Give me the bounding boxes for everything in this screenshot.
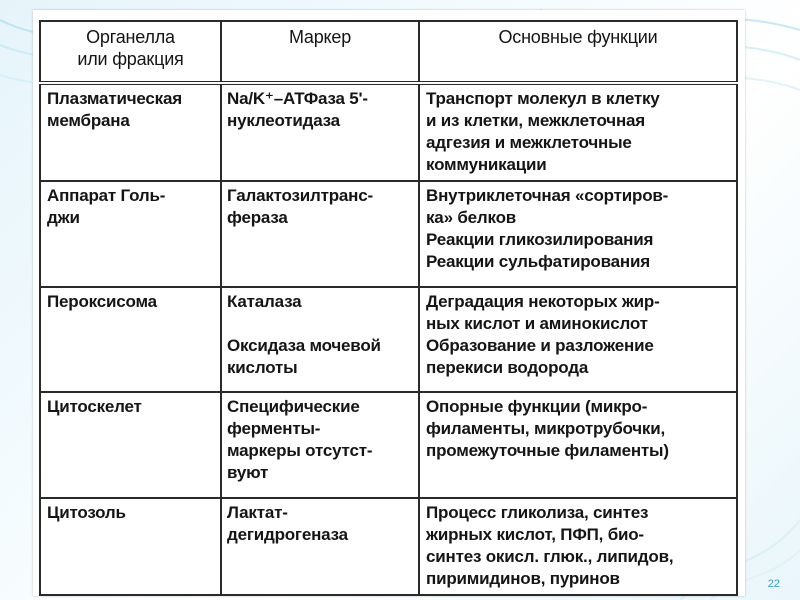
header-functions: Основные функции	[419, 21, 737, 83]
table-row	[40, 181, 737, 286]
cell-functions: Опорные функции (микро- филаменты, микротрубочки, промежуточные филаменты)	[419, 392, 737, 497]
marker-text: Специфические ферменты- маркеры отсутст- вуют	[227, 397, 373, 483]
marker-text: Лактат- дегидрогеназа	[227, 502, 348, 544]
cell-organelle: Цитоскелет	[40, 392, 221, 497]
marker-text: Галактозилтранс- фераза	[227, 186, 373, 228]
cell-marker	[221, 287, 419, 392]
marker-text: Na/K⁺–АТФаза 5'- нуклеотидаза	[227, 89, 368, 130]
header-marker: Маркер	[221, 21, 419, 83]
slide-content	[33, 10, 745, 596]
table-row	[40, 83, 737, 181]
cell-organelle: Пероксисома	[40, 287, 221, 392]
marker-text-secondary: Оксидаза мочевой кислоты	[227, 335, 381, 377]
cell-organelle: Плазматическая мембрана	[40, 83, 221, 181]
table-header-row	[40, 21, 737, 83]
cell-organelle: Цитозоль	[40, 498, 221, 595]
cell-functions: Внутриклеточная «сортиров- ка» белков Реакции гликозилирования Реакции сульфатирования	[419, 181, 737, 286]
cell-marker	[221, 83, 419, 181]
table-row	[40, 498, 737, 595]
table-row	[40, 287, 737, 392]
cell-organelle: Аппарат Голь- джи	[40, 181, 221, 286]
table-row	[40, 392, 737, 497]
cell-functions: Процесс гликолиза, синтез жирных кислот, ПФП, био- синтез окисл. глюк., липидов, пиримидинов, пуринов	[419, 498, 737, 595]
cell-marker	[221, 498, 419, 595]
cell-marker	[221, 392, 419, 497]
page-number: 22	[767, 578, 780, 590]
marker-text: Каталаза	[227, 291, 302, 311]
header-organelle: Органелла или фракция	[40, 21, 221, 83]
cell-marker	[221, 181, 419, 286]
cell-functions: Деградация некоторых жир- ных кислот и аминокислот Образование и разложение перекиси водорода	[419, 287, 737, 392]
cell-functions: Транспорт молекул в клетку и из клетки, межклеточная адгезия и межклеточные коммуникации	[419, 83, 737, 181]
organelle-marker-table	[39, 20, 738, 596]
